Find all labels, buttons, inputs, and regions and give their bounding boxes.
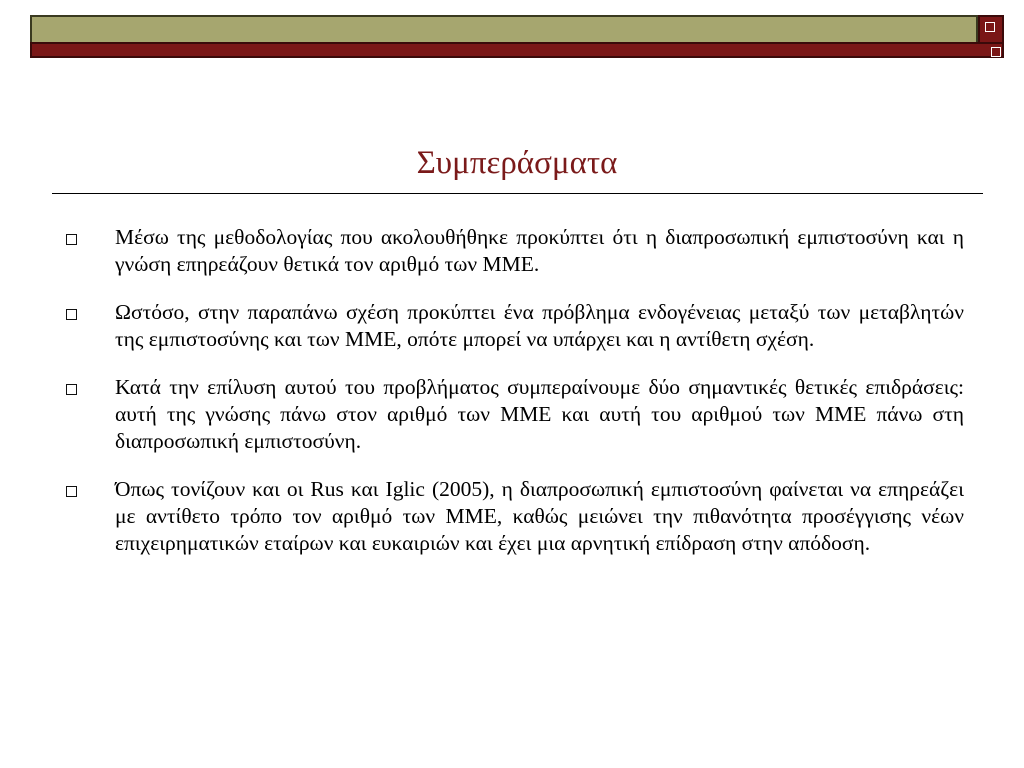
hollow-square-bullet-icon xyxy=(66,384,77,395)
list-item xyxy=(62,224,964,278)
list-item xyxy=(62,374,964,455)
header-maroon-strip xyxy=(30,42,1004,58)
bullet-text: Όπως τονίζουν και οι Rus και Iglic (2005), η διαπροσωπική εμπιστοσύνη φαίνεται να επηρεάζει με αντίθετο τρόπο τον αριθμό των ΜΜΕ, καθώς μειώνει την πιθανότητα προσέγγισης νέων επιχειρηματικών εταίρων και ευκαιριών και έχει μια αρνητική επίδραση στην απόδοση. xyxy=(115,477,964,555)
list-item xyxy=(62,476,964,557)
hollow-square-bullet-icon xyxy=(66,309,77,320)
bullet-list xyxy=(62,224,964,578)
hollow-square-bullet-icon xyxy=(66,234,77,245)
corner-square-icon xyxy=(991,47,1001,57)
corner-square-icon xyxy=(985,22,995,32)
bullet-text: Μέσω της μεθοδολογίας που ακολουθήθηκε προκύπτει ότι η διαπροσωπική εμπιστοσύνη και η γνώση επηρεάζουν θετικά τον αριθμό των ΜΜΕ. xyxy=(115,225,964,276)
bullet-text: Ωστόσο, στην παραπάνω σχέση προκύπτει ένα πρόβλημα ενδογένειας μεταξύ των μεταβλητών της εμπιστοσύνης και των ΜΜΕ, οπότε μπορεί να υπάρχει και η αντίθετη σχέση. xyxy=(115,300,964,351)
bullet-text: Κατά την επίλυση αυτού του προβλήματος συμπεραίνουμε δύο σημαντικές θετικές επιδράσεις: αυτή της γνώσης πάνω στον αριθμό των ΜΜΕ και αυτή του αριθμού των ΜΜΕ πάνω στη διαπροσωπική εμπιστοσύνη. xyxy=(115,375,964,453)
hollow-square-bullet-icon xyxy=(66,486,77,497)
slide-title: Συμπεράσματα xyxy=(416,145,618,181)
list-item xyxy=(62,299,964,353)
header-olive-bar xyxy=(30,15,978,42)
title-underline xyxy=(52,193,983,194)
